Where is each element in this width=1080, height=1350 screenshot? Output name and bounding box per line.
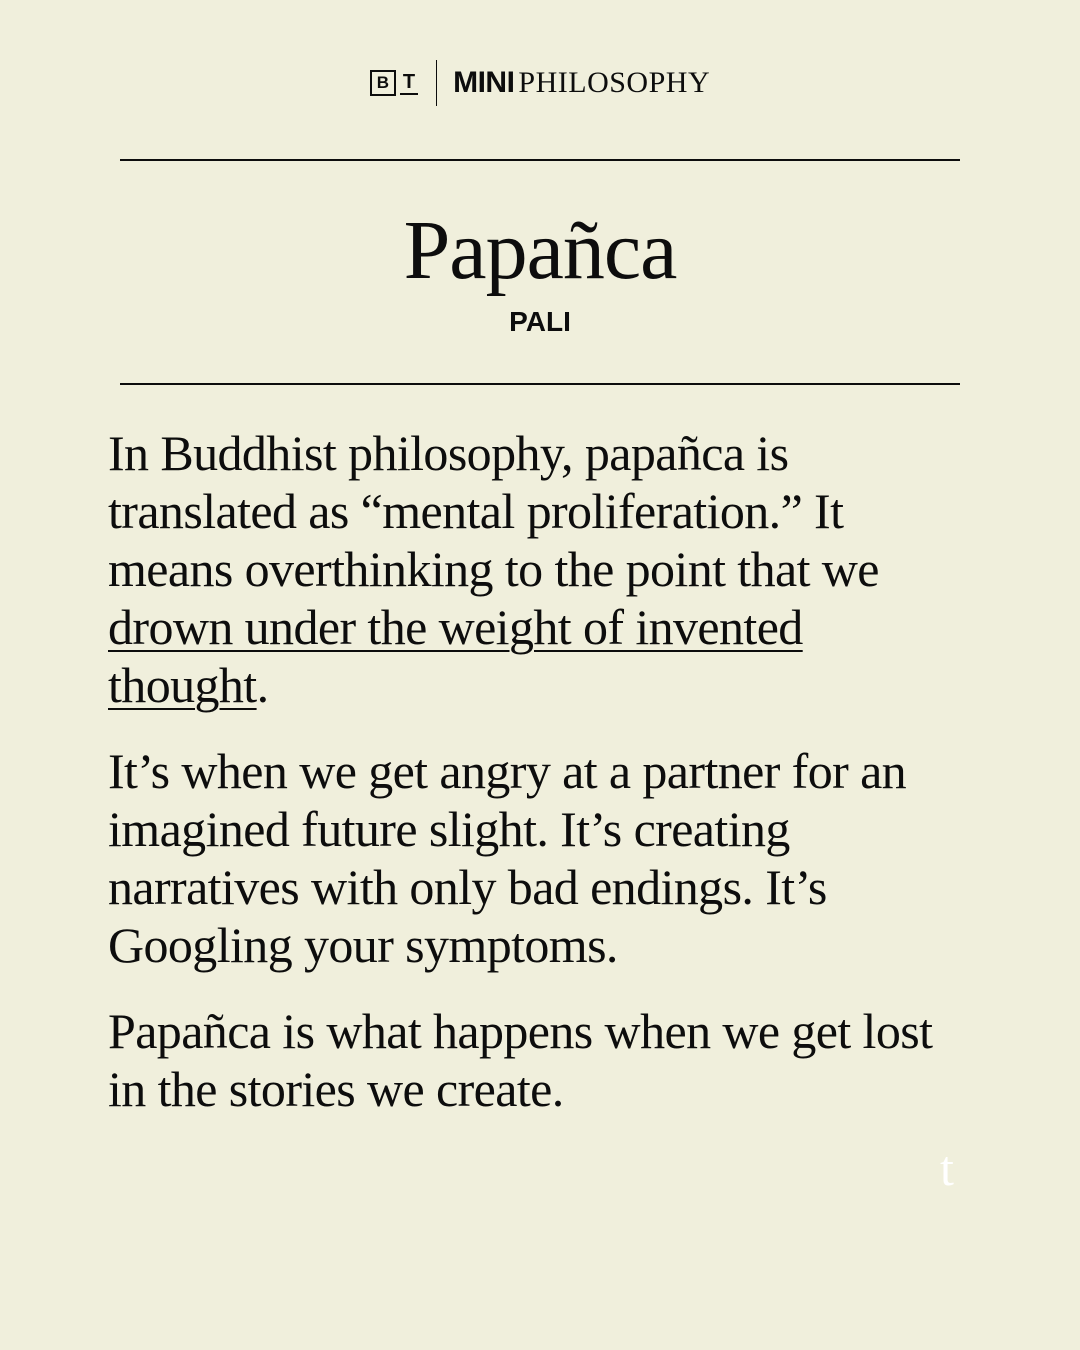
term-title: Papañca <box>403 204 677 297</box>
definition-body <box>108 424 968 1146</box>
bt-logo <box>370 70 418 96</box>
paragraph-examples: It’s when we get angry at a partner for an imagined future slight. It’s creating narratives with only bad endings. It’s Googling your symptoms. <box>108 743 907 973</box>
paragraph-definition <box>108 424 968 714</box>
corner-t-mark: t <box>940 1140 954 1196</box>
logo-b: B <box>370 70 396 96</box>
term-language: PALI <box>509 306 571 337</box>
header <box>0 60 1080 106</box>
series-title <box>453 60 710 106</box>
logo-t: T <box>400 71 418 95</box>
paragraph-definition-start: In Buddhist philosophy, papañca is translated as “mental proliferation.” It means overthinking to the point that we <box>108 425 879 597</box>
paragraph-definition-end: . <box>256 657 269 713</box>
series-title-philosophy: PHILOSOPHY <box>518 66 711 99</box>
paragraph-conclusion: Papañca is what happens when we get lost in the stories we create. <box>108 1003 933 1117</box>
series-title-mini: MINI <box>453 66 515 99</box>
header-divider <box>436 60 437 106</box>
underlined-phrase[interactable]: drown under the weight of invented thought <box>108 599 803 713</box>
bottom-divider <box>120 383 960 385</box>
top-divider <box>120 159 960 161</box>
